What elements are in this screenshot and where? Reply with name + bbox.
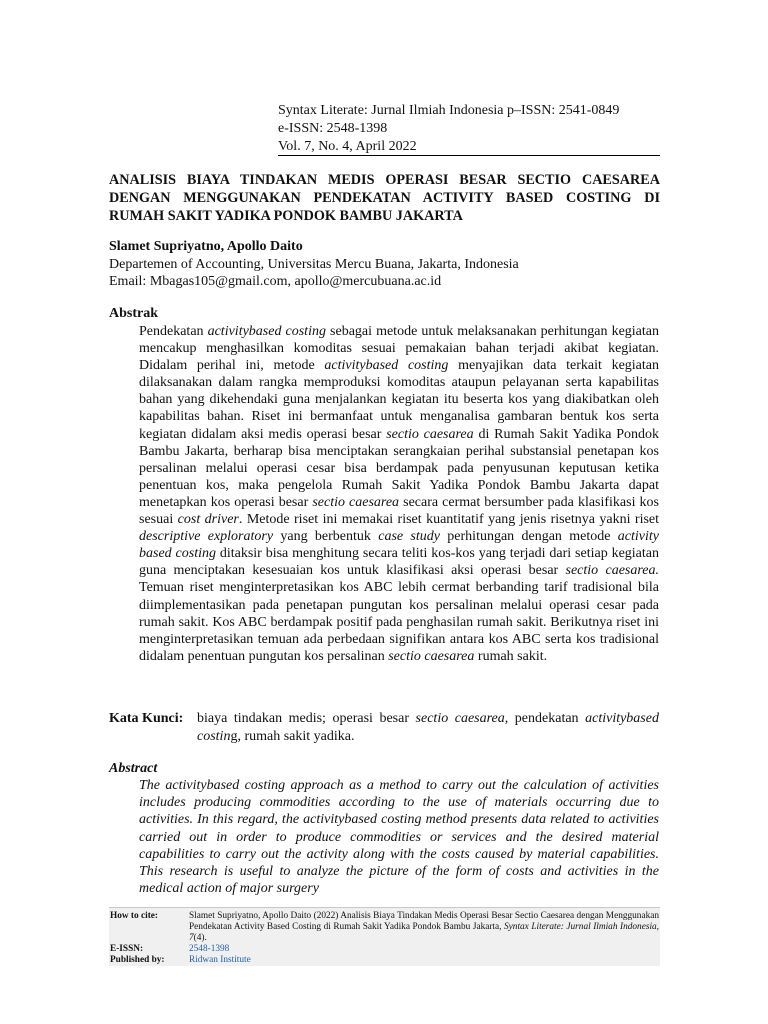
abstrak-paragraph: Pendekatan activitybased costing sebagai metode untuk melaksanakan perhitungan kegiatan mencakup menghasilkan komoditas sesuai pemakaian bahan terjadi akibat kegiatan. Didalam perihal ini, metode activitybased costing menyajikan data terkait kegiatan dilaksanakan dalam rangka memproduksi komoditas ataupun pelayanan serta kapabilitas bahan yang dikehendaki guna menjalankan kegiatan itu beserta kos yang diakibatkan oleh kapabilitas bahan. Riset ini bermanfaat untuk menganalisa gambaran bentuk kos serta kegiatan didalam aksi medis operasi besar sectio caesarea di Rumah Sakit Yadika Pondok Bambu Jakarta, berharap bisa menciptakan serangkaian perihal substansial penetapan kos persalinan melalui operasi cesar bisa berdampak pada penyusunan keputusan ketika penentuan kos, maka pengelola Rumah Sakit Yadika Pondok Bambu Jakarta dapat menetapkan kos operasi besar sectio caesarea secara cermat bersumber pada klasifikasi kos sesuai cost driver. Metode riset ini memakai riset kuantitatif yang jenis risetnya yakni riset descriptive exploratory yang berbentuk case study perhitungan dengan metode activity based costing ditaksir bisa menghitung secara teliti kos-kos yang terjadi dari setiap kegiatan guna menciptakan kesesuaian kos untuk klasifikasi aksi operasi besar sectio caesarea. Temuan riset menginterpretasikan kos ABC lebih cermat berbanding tarif tradisional bila diimplementasikan pada penetapan pungutan kos persalinan melalui operasi cesar pada rumah sakit. Kos ABC berdampak positif pada penghasilan rumah sakit. Berikutnya riset ini menginterpretasikan temuan ada perbedaan signifikan antara kos ABC serta kos tradisional didalam penentuan pungutan kos persalinan sectio caesarea rumah sakit. [139, 324, 660, 664]
eissn-label: E-ISSN: [110, 944, 144, 954]
how-to-cite-text: Slamet Supriyatno, Apollo Daito (2022) Analisis Biaya Tindakan Medis Operasi Besar Sectio Caesarea dengan Menggunakan Pendekatan Activity Based Costing di Rumah Sakit Yadika Pondok Bambu Jakarta, Syntax Literate: Jurnal Ilmiah Indonesia, 7(4). [189, 911, 659, 943]
how-to-cite-label: How to cite: [110, 911, 159, 921]
author-email: Email: Mbagas105@gmail.com, apollo@mercubuana.ac.id [109, 274, 442, 289]
paper-authors: Slamet Supriyatno, Apollo Daito [109, 239, 303, 254]
abstrak-heading: Abstrak [109, 306, 159, 321]
keywords-text: biaya tindakan medis; operasi besar sectio caesarea, pendekatan activitybased costing, rumah sakit yadika. [197, 711, 659, 744]
abstract-heading: Abstract [109, 761, 158, 776]
eissn-link[interactable]: 2548-1398 [189, 944, 230, 954]
publisher-link[interactable]: Ridwan Institute [189, 955, 251, 965]
keywords-label: Kata Kunci: [109, 711, 184, 726]
journal-header [278, 102, 660, 156]
header-rule [278, 155, 660, 156]
author-affiliation: Departemen of Accounting, Universitas Mercu Buana, Jakarta, Indonesia [109, 257, 519, 272]
journal-volume: Vol. 7, No. 4, April 2022 [278, 139, 417, 154]
citation-box [109, 907, 660, 966]
journal-name-issn: Syntax Literate: Jurnal Ilmiah Indonesia p–ISSN: 2541-0849 [278, 103, 620, 118]
journal-eissn: e-ISSN: 2548-1398 [278, 121, 388, 136]
abstract-paragraph: The activitybased costing approach as a method to carry out the calculation of activities includes producing commodities according to the use of materials occurring due to activities. In this regard, the activitybased costing method presents data related to activities carried out in order to produce commodities or services and the desired material capabilities to carry out the activity along with the costs caused by material capabilities. This research is useful to analyze the picture of the form of costs and activities in the medical action of major surgery [139, 778, 659, 897]
paper-title: ANALISIS BIAYA TINDAKAN MEDIS OPERASI BESAR SECTIO CAESAREA DENGAN MENGGUNAKAN PENDEKATAN ACTIVITY BASED COSTING DI RUMAH SAKIT YADIKA PONDOK BAMBU JAKARTA [109, 172, 660, 224]
published-by-label: Published by: [110, 955, 165, 965]
